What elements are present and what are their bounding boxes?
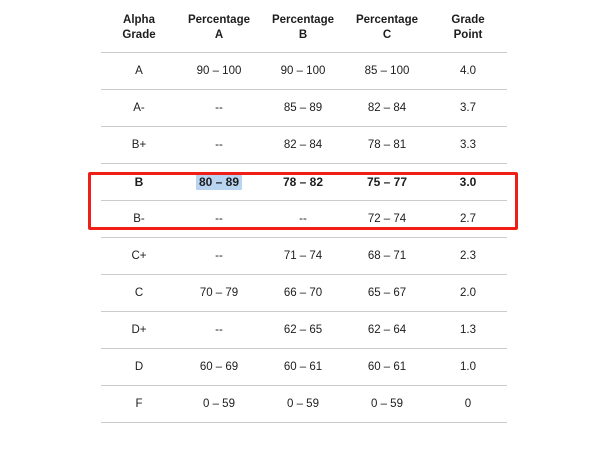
cell-grade-point: 1.0 [429, 349, 507, 386]
cell-alpha-grade: C+ [101, 238, 177, 275]
cell-percentage-a: 70 – 79 [177, 275, 261, 312]
cell-grade-point: 4.0 [429, 53, 507, 90]
cell-percentage-c: 0 – 59 [345, 386, 429, 423]
table-row [101, 238, 507, 275]
column-header-percentage-a [177, 4, 261, 53]
cell-grade-point: 1.3 [429, 312, 507, 349]
column-header-grade-point [429, 4, 507, 53]
cell-grade-point: 3.7 [429, 90, 507, 127]
cell-alpha-grade: C [101, 275, 177, 312]
cell-alpha-grade: F [101, 386, 177, 423]
table-header [101, 4, 507, 53]
cell-percentage-a: -- [177, 201, 261, 238]
cell-percentage-a: 0 – 59 [177, 386, 261, 423]
table-header-row [101, 4, 507, 53]
cell-alpha-grade: D+ [101, 312, 177, 349]
cell-percentage-c: 75 – 77 [345, 164, 429, 201]
column-header-grade-point-line2: Point [453, 29, 483, 41]
cell-grade-point: 3.3 [429, 127, 507, 164]
cell-percentage-a: -- [177, 127, 261, 164]
table-row-highlighted [101, 164, 507, 201]
column-header-alpha-grade-line1: Alpha [123, 14, 155, 26]
column-header-percentage-c [345, 4, 429, 53]
column-header-alpha-grade-line2: Grade [122, 29, 156, 41]
table-row [101, 275, 507, 312]
column-header-grade-point-line1: Grade [451, 14, 485, 26]
cell-percentage-b: 60 – 61 [261, 349, 345, 386]
column-header-percentage-b-line1: Percentage [271, 14, 334, 26]
grade-table-container [101, 4, 507, 423]
table-row [101, 127, 507, 164]
cell-percentage-a [177, 164, 261, 201]
table-row [101, 312, 507, 349]
cell-percentage-b: 90 – 100 [261, 53, 345, 90]
table-row [101, 201, 507, 238]
cell-percentage-c: 68 – 71 [345, 238, 429, 275]
selected-text: 80 – 89 [196, 174, 242, 190]
table-row [101, 386, 507, 423]
cell-percentage-b: 82 – 84 [261, 127, 345, 164]
table-body [101, 53, 507, 423]
cell-alpha-grade: A- [101, 90, 177, 127]
cell-percentage-c: 72 – 74 [345, 201, 429, 238]
cell-percentage-c: 65 – 67 [345, 275, 429, 312]
cell-grade-point: 2.3 [429, 238, 507, 275]
table-row [101, 349, 507, 386]
cell-percentage-b: 85 – 89 [261, 90, 345, 127]
grade-table [101, 4, 507, 423]
cell-percentage-a: -- [177, 238, 261, 275]
cell-alpha-grade: B+ [101, 127, 177, 164]
column-header-percentage-c-line1: Percentage [355, 14, 418, 26]
cell-percentage-a: -- [177, 312, 261, 349]
cell-percentage-c: 85 – 100 [345, 53, 429, 90]
cell-percentage-b: -- [261, 201, 345, 238]
table-row [101, 53, 507, 90]
cell-grade-point: 2.7 [429, 201, 507, 238]
cell-percentage-a: 90 – 100 [177, 53, 261, 90]
column-header-percentage-a-line1: Percentage [187, 14, 250, 26]
table-row [101, 90, 507, 127]
cell-percentage-b: 78 – 82 [261, 164, 345, 201]
cell-alpha-grade: B [101, 164, 177, 201]
cell-grade-point: 3.0 [429, 164, 507, 201]
cell-grade-point: 0 [429, 386, 507, 423]
column-header-percentage-b [261, 4, 345, 53]
cell-percentage-b: 66 – 70 [261, 275, 345, 312]
cell-grade-point: 2.0 [429, 275, 507, 312]
cell-alpha-grade: B- [101, 201, 177, 238]
column-header-percentage-a-line2: A [214, 29, 224, 41]
cell-alpha-grade: A [101, 53, 177, 90]
column-header-percentage-b-line2: B [298, 29, 308, 41]
cell-percentage-b: 71 – 74 [261, 238, 345, 275]
cell-percentage-c: 82 – 84 [345, 90, 429, 127]
cell-alpha-grade: D [101, 349, 177, 386]
cell-percentage-c: 62 – 64 [345, 312, 429, 349]
column-header-percentage-c-line2: C [382, 29, 392, 41]
cell-percentage-c: 78 – 81 [345, 127, 429, 164]
cell-percentage-b: 0 – 59 [261, 386, 345, 423]
column-header-alpha-grade [101, 4, 177, 53]
cell-percentage-b: 62 – 65 [261, 312, 345, 349]
cell-percentage-c: 60 – 61 [345, 349, 429, 386]
cell-percentage-a: 60 – 69 [177, 349, 261, 386]
cell-percentage-a: -- [177, 90, 261, 127]
